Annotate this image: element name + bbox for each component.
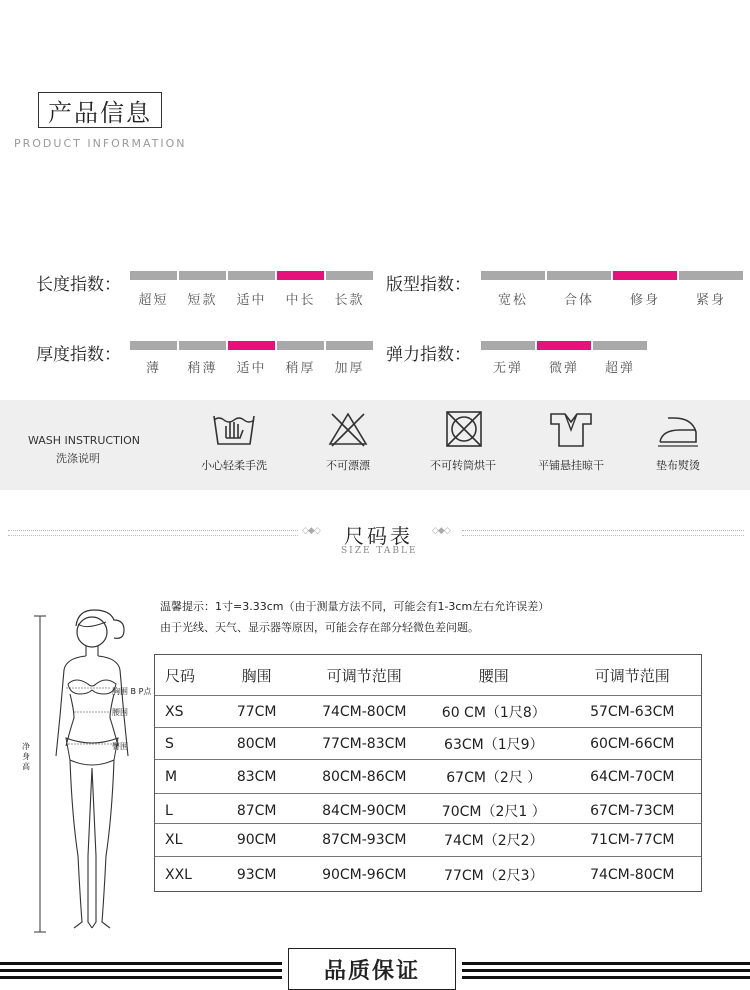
elasticity-option-label: 微弹 [548, 361, 579, 376]
table-cell: 83CM [236, 769, 277, 785]
thickness-meter-segment [277, 341, 324, 350]
height-label: 净身高 [22, 742, 30, 771]
table-cell: 67CM（2尺 ） [446, 770, 542, 786]
length-meter-segment [130, 271, 177, 280]
fit-option-label: 修身 [629, 293, 660, 308]
footer-lines-left [0, 962, 282, 982]
table-cell: 71CM-77CM [590, 832, 675, 848]
thickness-option-label: 稍薄 [187, 361, 218, 376]
fit-option-label: 宽松 [497, 293, 528, 308]
thickness-index-label: 厚度指数： [36, 345, 121, 365]
fit-index-label: 版型指数： [386, 275, 471, 295]
wash-item-label: 垫布熨烫 [656, 459, 700, 472]
length-option-label: 超短 [138, 293, 169, 308]
wash-item-bleach [310, 410, 386, 473]
length-index-label: 长度指数： [36, 275, 121, 295]
table-row [155, 825, 701, 855]
footer-title-box [288, 948, 456, 990]
thickness-option-label: 加厚 [334, 361, 365, 376]
fit-meter-segment [679, 271, 743, 280]
flat-dry-icon [547, 410, 595, 448]
wash-item-label: 小心轻柔手洗 [201, 459, 267, 472]
section-title-box [38, 92, 162, 128]
table-cell: 60CM-66CM [590, 736, 675, 752]
length-meter-segment [326, 271, 373, 280]
hand-wash-icon [210, 410, 258, 448]
fit-option-label: 合体 [563, 293, 594, 308]
length-meter-segment [277, 271, 324, 280]
table-cell: 87CM-93CM [322, 832, 407, 848]
table-cell: XL [165, 832, 183, 848]
table-header-row [155, 655, 701, 695]
table-cell: L [165, 803, 173, 819]
wash-item-hand [196, 410, 272, 473]
length-option-label: 短款 [187, 293, 218, 308]
divider-left [8, 530, 298, 536]
table-cell: 74CM-80CM [590, 866, 675, 883]
table-cell: 74CM（2尺2） [444, 833, 544, 849]
wash-item-label: 平铺悬挂晾干 [538, 459, 604, 472]
section-title: 产品信息 [48, 98, 152, 127]
table-cell: M [165, 769, 178, 785]
iron-icon [654, 410, 702, 448]
elasticity-meter-segment [593, 341, 647, 350]
length-option-label: 适中 [236, 293, 267, 308]
elasticity-option-label: 无弹 [492, 361, 523, 376]
section-subtitle: PRODUCT INFORMATION [14, 137, 187, 150]
row-divider [155, 727, 701, 728]
hip-label: 臀围 [112, 742, 128, 751]
diamond-ornament-left: ◇◆◇ [302, 526, 320, 536]
table-header-cell: 可调节范围 [594, 666, 670, 685]
row-divider [155, 695, 701, 696]
wash-item-tumble [418, 410, 508, 473]
table-header-cell: 胸围 [241, 666, 272, 685]
elasticity-meter-segment [481, 341, 535, 350]
thickness-meter-segment [228, 341, 275, 350]
size-note-1: 温馨提示：1寸=3.33cm（由于测量方法不同，可能会有1-3cm左右允许误差） [160, 600, 550, 613]
thickness-meter-segment [326, 341, 373, 350]
fit-meter-segment [481, 271, 545, 280]
size-note-2: 由于光线、天气、显示器等原因，可能会存在部分轻微色差问题。 [160, 621, 479, 634]
size-table-subtitle: SIZE TABLE [341, 546, 418, 556]
wash-item-flat [526, 410, 616, 473]
table-cell: 63CM（1尺9） [444, 737, 544, 753]
table-cell: 60 CM（1尺8） [441, 705, 546, 721]
thickness-meter-segment [130, 341, 177, 350]
wash-item-iron [640, 410, 716, 473]
divider-right [462, 530, 744, 536]
elasticity-option-label: 超弹 [604, 361, 635, 376]
thickness-option-label: 薄 [145, 361, 161, 376]
table-cell: 57CM-63CM [590, 704, 675, 720]
no-tumble-dry-icon [439, 410, 487, 448]
table-cell: S [165, 736, 174, 752]
size-table [154, 654, 702, 892]
table-cell: 77CM-83CM [322, 736, 407, 752]
thickness-meter-segment [179, 341, 226, 350]
row-divider [155, 793, 701, 794]
row-divider [155, 759, 701, 760]
length-meter-segment [228, 271, 275, 280]
table-row [155, 761, 701, 793]
wash-item-label: 不可漂漂 [326, 459, 370, 472]
length-option-label: 长款 [334, 293, 365, 308]
table-row [155, 729, 701, 759]
table-cell: 67CM-73CM [590, 803, 675, 819]
footer-title: 品质保证 [323, 957, 420, 984]
table-cell: 80CM-86CM [322, 769, 407, 785]
bust-label: 胸围 B P点 [112, 687, 152, 696]
wash-title-zh: 洗涤说明 [56, 452, 100, 465]
thickness-option-label: 适中 [236, 361, 267, 376]
table-cell: 80CM [236, 736, 277, 752]
table-cell: 74CM-80CM [322, 704, 407, 720]
wash-item-label: 不可转筒烘干 [430, 459, 496, 472]
table-cell: 77CM [236, 704, 277, 720]
table-cell: 84CM-90CM [322, 803, 407, 819]
body-measure-figure [30, 606, 150, 936]
elasticity-index-label: 弹力指数： [386, 345, 471, 365]
table-cell: 70CM（2尺1 ） [441, 804, 546, 820]
table-cell: 93CM [236, 866, 277, 883]
thickness-option-label: 稍厚 [285, 361, 316, 376]
fit-option-label: 紧身 [695, 293, 726, 308]
table-cell: 77CM（2尺3） [444, 867, 544, 884]
row-divider [155, 856, 701, 857]
wash-title-en: WASH INSTRUCTION [28, 434, 140, 447]
table-cell: 90CM-96CM [322, 866, 407, 883]
table-header-cell: 腰围 [478, 666, 509, 685]
row-divider [155, 823, 701, 824]
table-cell: XS [165, 704, 184, 720]
table-header-cell: 可调节范围 [326, 666, 402, 685]
length-meter-segment [179, 271, 226, 280]
table-cell: 87CM [236, 803, 277, 819]
footer-lines-right [462, 962, 750, 982]
fit-meter-segment [547, 271, 611, 280]
table-cell: XXL [165, 866, 192, 883]
length-option-label: 中长 [285, 293, 316, 308]
no-bleach-icon [324, 410, 372, 448]
table-cell: 90CM [236, 832, 277, 848]
waist-label: 腰围 [112, 708, 128, 717]
table-row [155, 858, 701, 891]
diamond-ornament-right: ◇◆◇ [432, 526, 450, 536]
elasticity-meter-segment [537, 341, 591, 350]
table-header-cell: 尺码 [165, 666, 196, 685]
size-table-title: 尺码表 [344, 524, 413, 548]
fit-meter-segment [613, 271, 677, 280]
table-cell: 64CM-70CM [590, 769, 675, 785]
table-row [155, 697, 701, 727]
